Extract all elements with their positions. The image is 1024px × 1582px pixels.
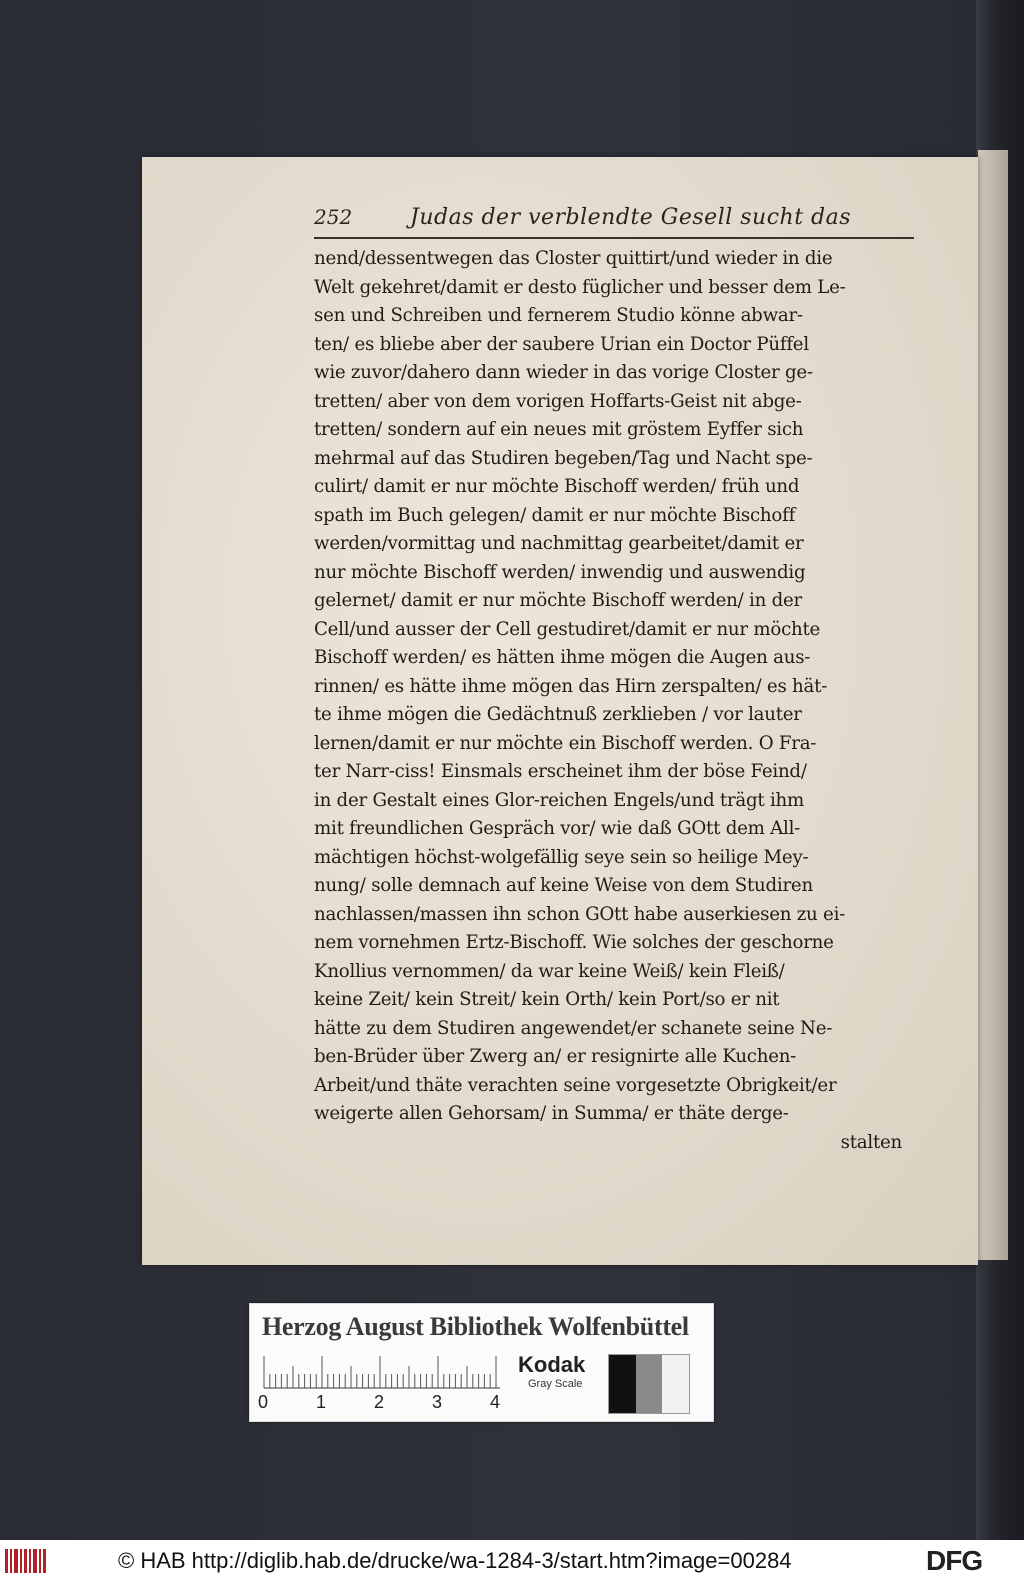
scale-numbers	[250, 1392, 510, 1414]
library-color-chart	[249, 1303, 714, 1422]
header-rule	[314, 237, 914, 239]
scale-number: 0	[258, 1392, 269, 1412]
text-line: te ihme mögen die Gedächtnuß zerklieben / vor lauter	[314, 704, 802, 725]
text-line: nachlassen/massen ihn schon GOtt habe auserkiesen zu ei-	[314, 903, 846, 925]
hab-barcode-icon	[4, 1546, 48, 1576]
text-line: nem vornehmen Ertz-Bischoff. Wie solches der geschorne	[314, 932, 834, 953]
page-header	[314, 205, 914, 239]
text-line: Cell/und ausser der Cell gestudiret/damit er nur möchte	[314, 618, 821, 640]
text-line: tretten/ aber von dem vorigen Hoffarts-Geist nit abge-	[314, 390, 802, 412]
text-line: sen und Schreiben und fernerem Studio könne abwar-	[314, 305, 803, 326]
scale-number: 3	[432, 1392, 443, 1412]
text-line: tretten/ sondern auf ein neues mit gröstem Eyffer sich	[314, 419, 804, 440]
text-line: mächtigen höchst-wolgefällig seye sein so heilige Mey-	[314, 846, 809, 868]
gray-swatch	[662, 1355, 689, 1413]
dfg-logo: DFG	[926, 1545, 983, 1576]
text-line: mit freundlichen Gespräch vor/ wie daß GOtt dem All-	[314, 818, 801, 839]
text-line: spath im Buch gelegen/ damit er nur möchte Bischoff	[314, 504, 796, 526]
text-line: mehrmal auf das Studiren begeben/Tag und Nacht spe-	[314, 447, 813, 469]
page-edge	[978, 150, 1008, 1260]
text-line: Bischoff werden/ es hätten ihme mögen die Augen aus-	[314, 647, 811, 668]
text-line: gelernet/ damit er nur möchte Bischoff werden/ in der	[314, 590, 802, 611]
library-name: Herzog August Bibliothek Wolfenbüttel	[262, 1312, 689, 1341]
book-page	[142, 157, 978, 1265]
text-line: ter Narr-ciss! Einsmals erscheinet ihm der böse Feind/	[314, 761, 807, 782]
gray-scale-swatches	[608, 1354, 690, 1414]
footer-bar	[0, 1540, 1024, 1582]
kodak-brand: Kodak	[518, 1352, 586, 1377]
text-line: lernen/damit er nur möchte ein Bischoff werden. O Fra-	[314, 732, 817, 754]
catchword: stalten	[840, 1131, 902, 1153]
body-text	[314, 245, 914, 1157]
text-line: keine Zeit/ kein Streit/ kein Orth/ kein Port/so er nit	[314, 989, 780, 1010]
text-line: hätte zu dem Studiren angewendet/er schanete seine Ne-	[314, 1017, 833, 1039]
kodak-subtitle: Gray Scale	[528, 1378, 583, 1390]
text-line: nend/dessentwegen das Closter quittirt/und wieder in die	[314, 248, 833, 269]
text-line: nur möchte Bischoff werden/ inwendig und auswendig	[314, 561, 806, 583]
gray-swatch	[636, 1355, 663, 1413]
gray-swatch	[609, 1355, 636, 1413]
source-link[interactable]: © HAB http://diglib.hab.de/drucke/wa-1284-3/start.htm?image=00284	[118, 1548, 792, 1573]
scale-number: 4	[490, 1392, 501, 1412]
scale-number: 2	[374, 1392, 385, 1412]
text-line: nung/ solle demnach auf keine Weise von dem Studiren	[314, 875, 813, 896]
text-line: in der Gestalt eines Glor-reichen Engels/und trägt ihm	[314, 789, 804, 811]
text-line: culirt/ damit er nur möchte Bischoff werden/ früh und	[314, 476, 800, 497]
running-head: Judas der verblendte Gesell sucht das	[410, 205, 852, 230]
scale-number: 1	[316, 1392, 327, 1412]
text-line: weigerte allen Gehorsam/ in Summa/ er thäte derge-	[314, 1103, 789, 1124]
text-line: werden/vormittag und nachmittag gearbeitet/damit er	[314, 533, 804, 554]
text-line: Arbeit/und thäte verachten seine vorgesetzte Obrigkeit/er	[314, 1074, 837, 1096]
text-line: Welt gekehret/damit er desto füglicher und besser dem Le-	[314, 276, 846, 298]
text-line: ten/ es bliebe aber der saubere Urian ein Doctor Püffel	[314, 333, 809, 355]
scale-ruler	[262, 1352, 502, 1392]
text-line: ben-Brüder über Zwerg an/ er resignirte alle Kuchen-	[314, 1046, 797, 1067]
text-line: rinnen/ es hätte ihme mögen das Hirn zerspalten/ es hät-	[314, 675, 828, 697]
text-line: Knollius vernommen/ da war keine Weiß/ kein Fleiß/	[314, 960, 785, 982]
text-line: wie zuvor/dahero dann wieder in das vorige Closter ge-	[314, 362, 813, 383]
page-number: 252	[314, 205, 353, 229]
